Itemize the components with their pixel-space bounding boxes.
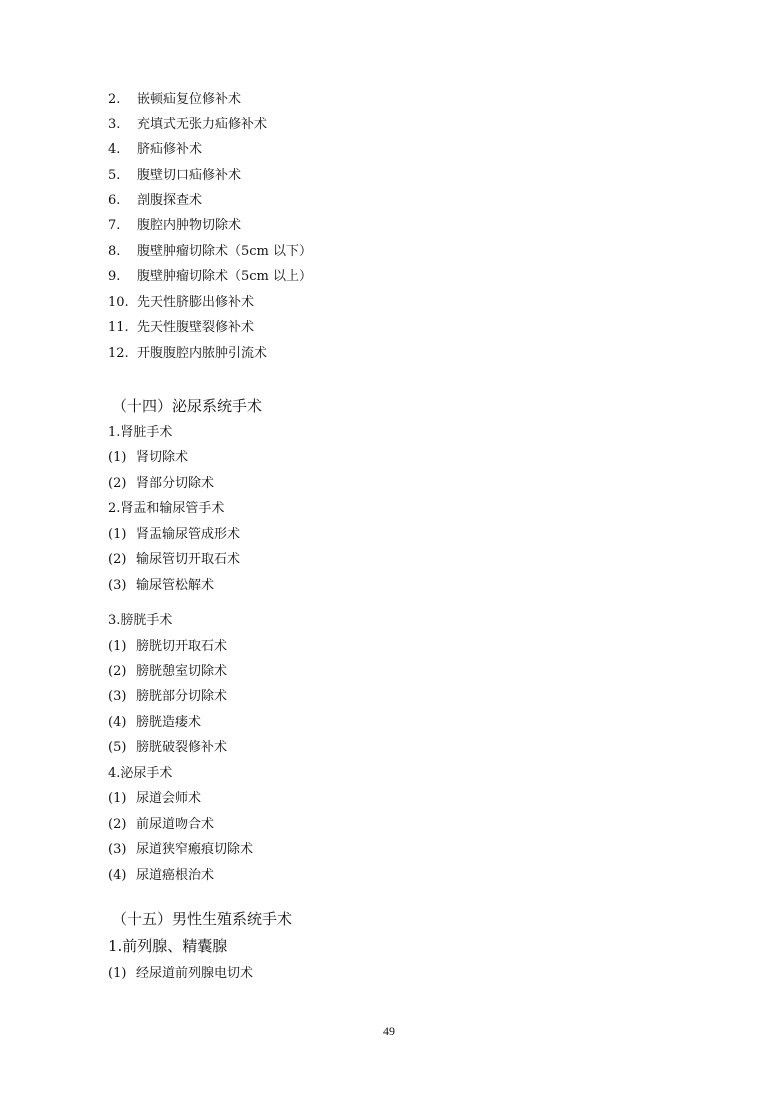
group-heading: 1.前列腺、精囊腺	[108, 937, 228, 955]
item-number: (5)	[108, 740, 127, 755]
list-item	[108, 320, 254, 336]
item-number: (2)	[108, 664, 127, 679]
list-item	[108, 552, 240, 568]
item-text: 尿道癌根治术	[136, 868, 215, 883]
list-item	[108, 664, 227, 680]
list-item	[108, 740, 227, 756]
item-text: 腹壁肿瘤切除术（5cm 以下）	[137, 244, 313, 259]
group-heading: 4.泌尿手术	[108, 766, 173, 781]
section-heading: （十五）男性生殖系统手术	[112, 910, 293, 928]
item-text: 前尿道吻合术	[136, 817, 215, 832]
item-number: 7.	[108, 218, 121, 233]
item-number: 2.	[108, 92, 121, 107]
item-text: 尿道狭窄瘢痕切除术	[136, 842, 254, 857]
list-item	[108, 168, 241, 184]
list-item	[108, 817, 214, 833]
item-text: 经尿道前列腺电切术	[136, 966, 254, 981]
list-item	[108, 218, 241, 234]
list-item	[108, 791, 201, 807]
item-number: 3.	[108, 117, 121, 132]
item-text: 腹腔内肿物切除术	[137, 218, 242, 233]
item-number: (2)	[108, 552, 127, 567]
item-text: 先天性脐膨出修补术	[137, 295, 255, 310]
list-item	[108, 868, 214, 884]
list-item	[108, 966, 253, 982]
item-number: 10.	[108, 295, 129, 310]
item-text: 膀胱憩室切除术	[136, 664, 228, 679]
group-heading: 2.肾盂和输尿管手术	[108, 501, 225, 516]
group-heading: 3.膀胱手术	[108, 613, 173, 628]
list-item	[108, 193, 202, 209]
item-number: 4.	[108, 142, 121, 157]
item-number: (1)	[108, 639, 127, 654]
item-number: (1)	[108, 966, 127, 981]
list-item	[108, 142, 202, 158]
list-item	[108, 639, 227, 655]
item-text: 尿道会师术	[136, 791, 202, 806]
item-number: 11.	[108, 320, 129, 335]
item-number: 6.	[108, 193, 121, 208]
item-text: 脐疝修补术	[137, 142, 203, 157]
item-text: 肾切除术	[136, 450, 189, 465]
item-text: 膀胱造瘘术	[136, 715, 202, 730]
item-text: 腹壁肿瘤切除术（5cm 以上）	[137, 269, 313, 284]
item-number: 8.	[108, 244, 121, 259]
item-text: 肾盂输尿管成形术	[136, 527, 241, 542]
item-number: 12.	[108, 346, 129, 361]
item-text: 输尿管松解术	[136, 578, 215, 593]
section-heading: （十四）泌尿系统手术	[112, 397, 263, 415]
list-item	[108, 715, 201, 731]
list-item	[108, 117, 267, 133]
group-heading: 1.肾脏手术	[108, 425, 173, 440]
item-number: (1)	[108, 527, 127, 542]
item-text: 充填式无张力疝修补术	[137, 117, 268, 132]
item-number: (1)	[108, 791, 127, 806]
item-number: (2)	[108, 476, 127, 491]
item-number: 9.	[108, 269, 121, 284]
item-number: (3)	[108, 689, 127, 704]
list-item	[108, 295, 254, 311]
item-text: 开腹腹腔内脓肿引流术	[137, 346, 268, 361]
list-item	[108, 450, 188, 466]
item-text: 嵌顿疝复位修补术	[137, 92, 242, 107]
item-text: 膀胱破裂修补术	[136, 740, 228, 755]
list-item	[108, 244, 312, 260]
page-number: 49	[383, 1024, 395, 1038]
list-item	[108, 527, 240, 543]
list-item	[108, 689, 227, 705]
list-item	[108, 346, 267, 362]
item-number: (4)	[108, 715, 127, 730]
item-number: 5.	[108, 168, 121, 183]
item-number: (3)	[108, 578, 127, 593]
list-item	[108, 92, 241, 108]
list-item	[108, 578, 214, 594]
item-text: 腹壁切口疝修补术	[137, 168, 242, 183]
item-number: (2)	[108, 817, 127, 832]
list-item	[108, 269, 312, 285]
item-text: 先天性腹壁裂修补术	[137, 320, 255, 335]
item-number: (1)	[108, 450, 127, 465]
list-item	[108, 842, 253, 858]
item-text: 输尿管切开取石术	[136, 552, 241, 567]
item-text: 膀胱切开取石术	[136, 639, 228, 654]
item-text: 剖腹探查术	[137, 193, 203, 208]
item-text: 肾部分切除术	[136, 476, 215, 491]
item-number: (4)	[108, 868, 127, 883]
item-text: 膀胱部分切除术	[136, 689, 228, 704]
list-item	[108, 476, 214, 492]
item-number: (3)	[108, 842, 127, 857]
